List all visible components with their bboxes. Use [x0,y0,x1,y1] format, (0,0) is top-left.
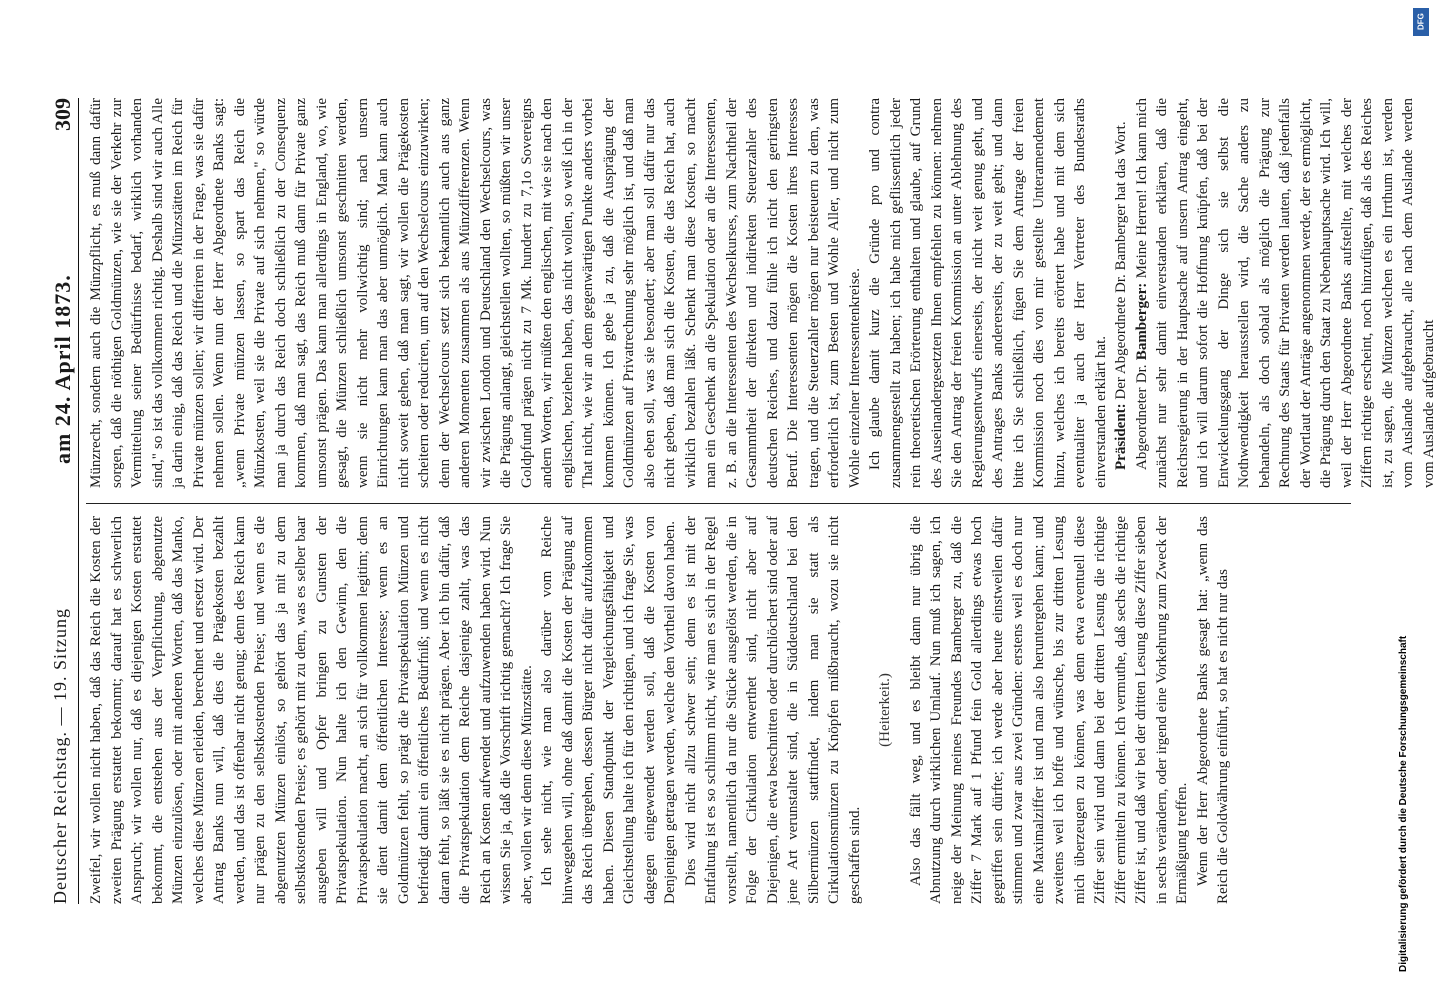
paragraph: Dies wird nicht allzu schwer sein; denn es ist mit der Entfaltung ist es so schlimm nicht, wie man es sich in der Regel vorstellt, namentlich da nur die Stücke ausgelöst werden, die in Folge der Cirkulation entwerthet sind, nicht aber auf Diejenigen, die etwa beschnitten oder durchlöchert sind oder auf jene Art verunstaltet sind, die in Süddeutschland bei den Silbermünzen stattfindet, indem man sie statt als Cirkulationsmünzen zu Knöpfen mißbraucht, wozu sie nicht geschaffen sind. [682,516,863,904]
paragraph: Ich glaube damit kurz die Gründe pro und contra zusammengestellt zu haben; ich habe mich geflissentlich jeder rein theoretischen Erörterung enthalten und glaube, auf Grund des Auseinandergesetzten Ihnen empfehlen zu können: nehmen Sie den Antrag der freien Kommission an unter Ablehnung des Regierungsentwurfs einerseits, der nicht weit genug geht, und des Antrages Banks andererseits, der zu weit geht; und dann bitte ich Sie schließlich, fügen Sie dem Antrage der freien Kommission noch dies von mir gestellte Unteramendement hinzu, welches ich bereits erörtert habe und mit dem sich eventualiter ja auch der Herr Vertreter des Bundesraths einverstanden erklärt hat. [867,98,1109,488]
speaker-prefix: Abgeordneter Dr. [1133,364,1150,470]
header-date: am 24. April 1873. [50,274,75,464]
left-column [86,516,1351,904]
speech-text: Meine Herren! Ich kann mich zunächst nur sehr damit einverstanden erklären, daß die Reichsregierung in der Hauptsache auf unsern Antrag eingeht, und ich will darum sofort die Hoffnung knüpfen, daß bei der Entwickelungsgang der Dinge sich sie selbst die Nothwendigkeit herausstellen wird, die Sache anders zu behandeln, als doch sobald als möglich die Prägung zur Rechnung des Staats für Privaten werden lauten, daß jedenfalls der Wortlaut der Anträge angenommen werde, der es ermöglicht, die Prägung durch den Staat zu Nebenhauptsache wird. Ich will, weil der Herr Abgeordnete Banks aufstellte, mit welches der Ziffern richtige erscheint, noch hinzufügen, daß als des Reiches ist, zu sagen, die Münzen welchen es ein Irrthum ist, werden vom Auslande aufgebraucht, alle nach dem Auslande werden vom Auslande aufgebraucht [1133,97,1437,488]
speech-text: Der Abgeordnete Dr. Bamberger hat das Wort. [1113,121,1129,400]
paragraph: Also das fällt weg, und es bleibt dann nur übrig die Abnutzung durch wirklichen Umlauf. Nun muß ich sagen, ich neige der Meinung meines Freundes Bamberger zu, daß die Ziffer 7 Mark auf 1 Pfund fein Gold allerdings etwas hoch gegriffen sein dürfte; ich werde aber heute einstweilen dafür stimmen und zwar aus zwei Gründen: erstens weil es doch nur eine Maximalziffer ist und man also heruntergehen kann; und zweitens weil ich hoffe und wünsche, bis zur dritten Lesung mich überzeugen zu können, was denn etwa eventuell diese Ziffer sein wird und dann bei der dritten Lesung die richtige Ziffer ermitteln zu können. Ich vermuthe, daß sechs die richtige Ziffer ist, und daß wir bei der dritten Lesung diese Ziffer sieben in sechs verändern, oder irgend eine Vorkehrung zum Zweck der Ermäßigung treffen. [907,516,1190,904]
header-rule [78,98,79,904]
page-header [50,98,74,904]
president-line [1111,98,1132,488]
paragraph: Ich sehe nicht, wie man also darüber vom Reiche hinweggehen will, ohne daß damit die Kosten der Prägung auf das Reich übergehen, dessen Bürger nicht dafür aufzukommen haben. Diesen Standpunkt der Vergleichungsfähigkeit und Gleichstellung halte ich für den richtigen, und ich frage Sie, was dagegen eingewendet werden soll, daß die Kosten von Denjenigen getragen werden, welche den Vortheil davon haben. [539,516,678,904]
bamberger-speech [1132,98,1439,488]
laughter-note: (Heiterkeit.) [877,673,893,747]
speaker-label: Bamberger: [1133,282,1150,361]
column-divider [86,503,1351,504]
digitization-credit: Digitalisierung gefördert durch die Deutsche Forschungsgemeinschaft [1398,635,1409,972]
speaker-label: Präsident: [1113,403,1129,470]
paragraph: Wenn der Herr Abgeordnete Banks gesagt hat: „wenn das Reich die Goldwährung einführt, so hat es nicht nur das [1194,516,1231,904]
paragraph: Zweifel, wir wollen nicht haben, daß das Reich die Kosten der zweiten Prägung erstattet bekommt; darauf hat es schwerlich Anspruch; wir wollen nur, daß es diejenigen Kosten erstattet bekommt, die entstehen aus der Verpflichtung, abgenutzte Münzen einzulösen, oder mit anderen Worten, daß das Manko, welches diese Münzen erleiden, berechnet und ersetzt wird. Der Antrag Banks nun will, daß dies die Prägekosten bezahlt werden, und das ist offenbar nicht genug; denn des Reich kann nur prägen zu den selbstkostenden Preise; und wenn es die abgenutzten Münzen einlöst, so gehört das ja mit zu dem selbstkostenden Preise; es gehört mit zu dem, was es selber baar ausgeben will und Opfer bringen zu Gunsten der Privatspekulation. Nun halte ich den Gewinn, den die Privatspekulation macht, an sich für vollkommen legitim; denn sie dient damit dem öffentlichen Interesse; wenn es an Goldmünzen fehlt, so prägt die Privatspekulation Münzen und befriedigt damit ein öffentliches Bedürfniß; und wenn es nicht daran fehlt, so läßt sie es nicht prägen. Aber ich bin dafür, daß die Privatspekulation dem Reiche dasjenige zahlt, was das Reich an Kosten aufwendet und aufzuwenden haben wird. Nun wissen Sie ja, daß die Vorschrift richtig gemacht? Ich frage Sie aber, wollen wir denn diese Münzstätte. [88,516,535,904]
right-column [86,97,1437,488]
page-number: 309 [50,98,75,131]
header-title: Deutscher Reichstag. — 19. Sitzung [50,608,70,904]
dfg-logo: DFG [1413,8,1429,36]
paragraph: Münzrecht, sondern auch die Münzpflicht, es muß dann dafür sorgen, daß die nöthigen Goldmünzen, wie sie der Verkehr zur Vermittelung seiner Bedürfnisse bedarf, wirklich vorhanden sind," so ist das vollkommen richtig. Deshalb sind wir auch Alle ja darin einig, daß das Reich und die Münzstätten im Reich für Private münzen sollen; wir differiren in der Frage, was sie dafür nehmen sollen. Wenn nun der Herr Abgeordnete Banks sagt: „wenn Private münzen lassen, so spart das Reich die Münzkosten, weil sie die Private auf sich nehmen," so würde man ja durch das Reich doch schließlich zu der Consequenz kommen, daß man sagt, das Reich muß dann für Private ganz umsonst prägen. Das kann man allerdings in England, wo, wie gesagt, die Münzen schließlich umsonst geschnitten werden, wenn sie nicht mehr vollwichtig sind; nach unsern Einrichtungen kann man das aber unmöglich. Man kann auch nicht soweit gehen, daß man sagt, wir wollen die Prägekosten scheitern oder reduciren, um auf den Wechselcours einzuwirken; denn der Wechselcours setzt sich bekanntlich auch aus ganz anderen Momenten zusammen als aus Münzdifferenzen. Wenn wir zwischen London und Deutschland den Wechselcours, was die Prägung anlangt, gleichstellen wollten, so müßten wir unser Goldpfund prägen nicht zu 7 Mk. hundert zu 7,1o Sovereigns andern Worten, wir müßten den englischen, mit wie sie nach den englischen, beziehen haben, das nicht wollen, so weiß ich in der That nicht, wie wir an dem gegenwärtigen Punkte anders vorbei kommen können. Ich gebe ja zu, daß die Ausprägung der Goldmünzen auf Privatrechnung sehr möglich ist, und daß man also eben soll, was sie besondert; aber man soll dafür nur das nicht geben, daß man sich die Kosten, die das Reich hat, auch wirklich bezahlen läßt. Schenkt man diese Kosten, so macht man ein Geschenk an die Spekulation oder an die Interessenten, z. B. an die Interessenten des Wechselkurses, zum Nachtheil der Gesammtheit der direkten und indirekten Steuerzahler des deutschen Reiches, und dazu fühle ich nicht den geringsten Beruf. Die Interessenten mögen die Kosten ihres Interesses tragen, und die Steuerzahler mögen nur beisteuern zu dem, was erforderlich ist, zum Besten und Wohle Aller, und nicht zum Wohle einzelner Interessentenkreise. [88,98,863,488]
